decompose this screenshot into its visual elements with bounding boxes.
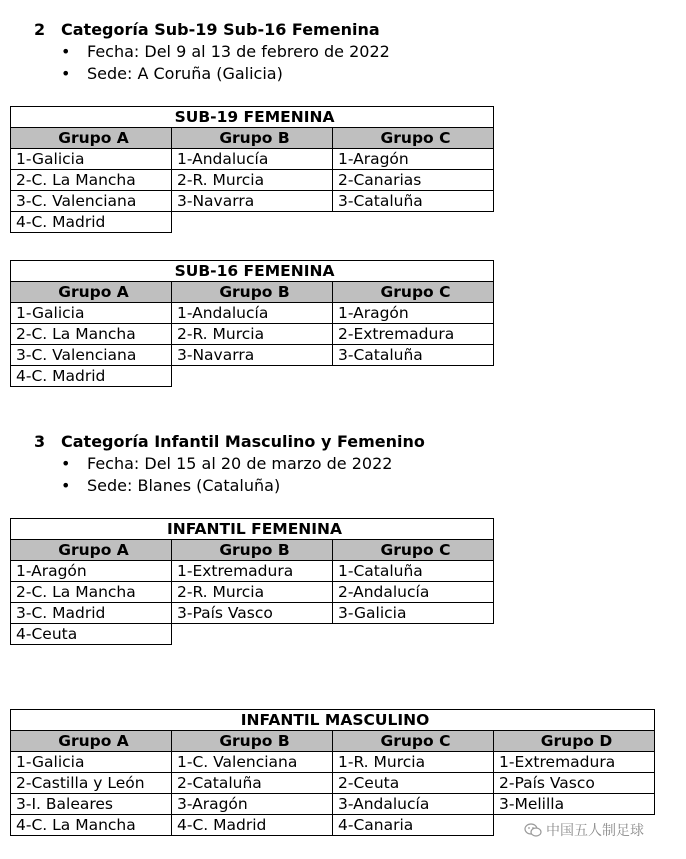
table-cell: 4-C. Madrid [11, 212, 172, 233]
table-caption-row [11, 519, 494, 540]
table-cell: 2-Castilla y León [11, 773, 172, 794]
table-cell: 1-C. Valenciana [172, 752, 333, 773]
table-caption: SUB-16 FEMENINA [11, 261, 494, 282]
header-cell: Grupo A [11, 540, 172, 561]
section-number: 2 [34, 20, 46, 39]
table-cell: 2-C. La Mancha [11, 324, 172, 345]
bullet-fecha: • Fecha: Del 9 al 13 de febrero de 2022 [34, 41, 390, 63]
table-cell: 1-Extremadura [494, 752, 655, 773]
table-row [11, 345, 494, 366]
table-row [11, 303, 494, 324]
section-2 [34, 20, 390, 85]
bullet-fecha: • Fecha: Del 15 al 20 de marzo de 2022 [34, 453, 425, 475]
header-cell: Grupo C [333, 731, 494, 752]
table-cell: 1-Aragón [333, 149, 494, 170]
table-sub16-femenina [10, 260, 494, 387]
section-2-bullets [34, 41, 390, 85]
table-cell: 3-Melilla [494, 794, 655, 815]
section-title: Categoría Sub-19 Sub-16 Femenina [61, 20, 380, 39]
table-caption: SUB-19 FEMENINA [11, 107, 494, 128]
table-caption-row [11, 261, 494, 282]
header-cell: Grupo B [172, 128, 333, 149]
header-cell: Grupo D [494, 731, 655, 752]
table-cell: 1-Galicia [11, 752, 172, 773]
table-header-row [11, 128, 494, 149]
table-cell: 3-I. Baleares [11, 794, 172, 815]
section-3-bullets [34, 453, 425, 497]
table-cell: 1-Cataluña [333, 561, 494, 582]
table-header-row [11, 540, 494, 561]
table-cell: 3-Aragón [172, 794, 333, 815]
header-cell: Grupo C [333, 540, 494, 561]
table-row [11, 752, 655, 773]
table-cell: 2-Cataluña [172, 773, 333, 794]
table-cell: 1-Galicia [11, 149, 172, 170]
table-sub19-femenina [10, 106, 494, 233]
table-caption: INFANTIL FEMENINA [11, 519, 494, 540]
table-cell: 3-Galicia [333, 603, 494, 624]
empty-cell [172, 212, 333, 233]
table-row [11, 582, 494, 603]
table-cell: 3-C. Valenciana [11, 345, 172, 366]
table-header-row [11, 282, 494, 303]
empty-cell [172, 624, 333, 645]
table-cell: 2-R. Murcia [172, 324, 333, 345]
header-cell: Grupo B [172, 540, 333, 561]
header-cell: Grupo B [172, 731, 333, 752]
section-2-heading [34, 20, 390, 39]
table-row [11, 603, 494, 624]
table-cell: 3-C. Madrid [11, 603, 172, 624]
bullet-sede: • Sede: Blanes (Cataluña) [34, 475, 425, 497]
table-cell: 3-Cataluña [333, 345, 494, 366]
table-row [11, 170, 494, 191]
header-cell: Grupo A [11, 128, 172, 149]
table-cell: 2-C. La Mancha [11, 170, 172, 191]
table-cell: 4-Ceuta [11, 624, 172, 645]
empty-cell [333, 212, 494, 233]
table-row [11, 324, 494, 345]
table-cell: 2-Extremadura [333, 324, 494, 345]
empty-cell [333, 624, 494, 645]
table-cell: 1-Galicia [11, 303, 172, 324]
header-cell: Grupo B [172, 282, 333, 303]
empty-cell [172, 366, 333, 387]
table-cell: 1-Andalucía [172, 303, 333, 324]
table-cell: 2-Ceuta [333, 773, 494, 794]
section-number: 3 [34, 432, 46, 451]
table-caption: INFANTIL MASCULINO [11, 710, 655, 731]
table-row [11, 624, 494, 645]
table-cell: 2-C. La Mancha [11, 582, 172, 603]
table-cell: 4-C. Madrid [172, 815, 333, 836]
table-caption-row [11, 107, 494, 128]
table-cell: 2-País Vasco [494, 773, 655, 794]
table-cell: 3-Navarra [172, 345, 333, 366]
table-cell: 3-C. Valenciana [11, 191, 172, 212]
table-row [11, 149, 494, 170]
table-row [11, 561, 494, 582]
watermark [524, 820, 644, 840]
table-cell: 3-Cataluña [333, 191, 494, 212]
empty-cell [333, 366, 494, 387]
table-row [11, 794, 655, 815]
table-cell: 2-Andalucía [333, 582, 494, 603]
table-cell: 1-Andalucía [172, 149, 333, 170]
table-cell: 3-País Vasco [172, 603, 333, 624]
section-3 [34, 432, 425, 497]
table-row [11, 773, 655, 794]
table-row [11, 212, 494, 233]
table-caption-row [11, 710, 655, 731]
table-cell: 1-Aragón [333, 303, 494, 324]
watermark-text: 中国五人制足球 [546, 823, 644, 839]
table-cell: 3-Navarra [172, 191, 333, 212]
table-cell: 1-R. Murcia [333, 752, 494, 773]
table-infantil-masculino [10, 709, 655, 836]
header-cell: Grupo A [11, 282, 172, 303]
table-cell: 2-R. Murcia [172, 170, 333, 191]
wechat-icon [524, 821, 542, 839]
bullet-sede: • Sede: A Coruña (Galicia) [34, 63, 390, 85]
header-cell: Grupo C [333, 128, 494, 149]
table-cell: 4-C. Madrid [11, 366, 172, 387]
header-cell: Grupo A [11, 731, 172, 752]
table-cell: 2-R. Murcia [172, 582, 333, 603]
table-row [11, 191, 494, 212]
header-cell: Grupo C [333, 282, 494, 303]
table-cell: 2-Canarias [333, 170, 494, 191]
section-3-heading [34, 432, 425, 451]
table-cell: 3-Andalucía [333, 794, 494, 815]
table-cell: 1-Extremadura [172, 561, 333, 582]
table-header-row [11, 731, 655, 752]
table-row [11, 366, 494, 387]
section-title: Categoría Infantil Masculino y Femenino [61, 432, 425, 451]
table-cell: 4-Canaria [333, 815, 494, 836]
table-infantil-femenina [10, 518, 494, 645]
table-cell: 4-C. La Mancha [11, 815, 172, 836]
table-cell: 1-Aragón [11, 561, 172, 582]
